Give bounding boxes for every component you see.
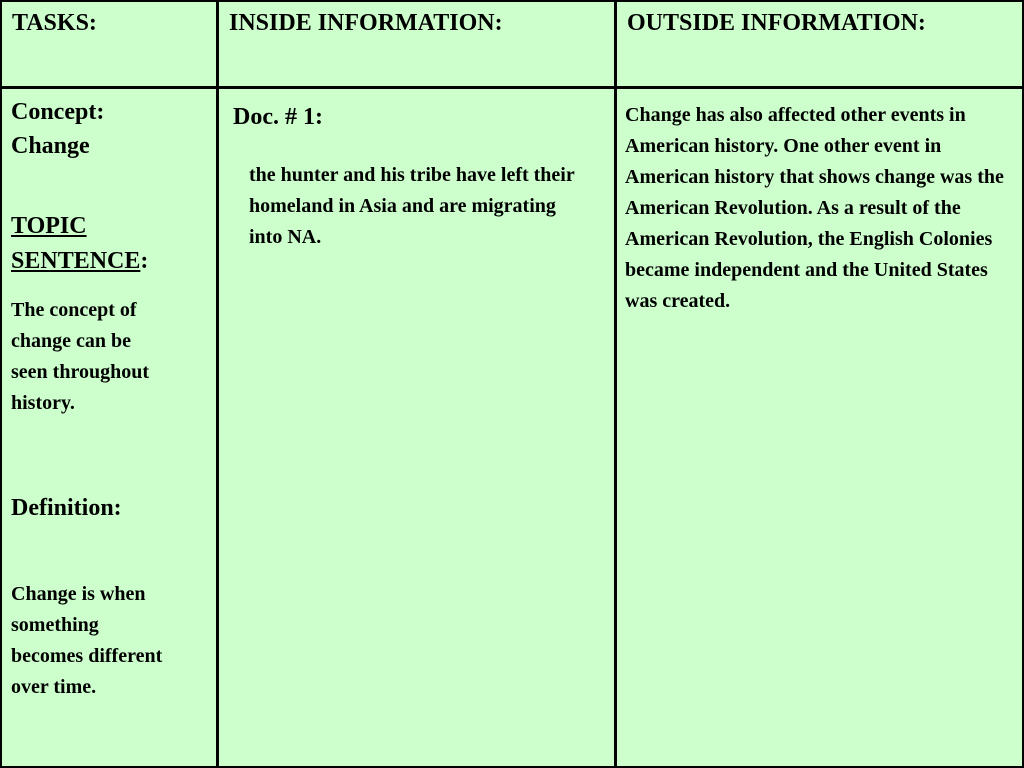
inside-information-cell — [219, 89, 614, 766]
outside-information-text: Change has also affected other events in American history. One other event in American history that shows change was the American Revolution. As a result of the American Revolution, the English Colonies became independent and the United States was created. — [625, 104, 1004, 312]
outside-information-cell — [617, 89, 1022, 766]
topic-sentence-colon: : — [140, 248, 149, 274]
topic-sentence-label: TOPIC SENTENCE — [11, 213, 141, 274]
doc-label: Doc. # 1: — [233, 104, 323, 130]
header-cell-inside-information — [219, 2, 614, 86]
concept-label: Concept: — [11, 99, 105, 125]
doc-text: the hunter and his tribe have left their homeland in Asia and are migrating into NA. — [249, 164, 575, 248]
concept-value: Change — [11, 133, 90, 159]
topic-sentence-heading — [11, 209, 211, 279]
header-tasks: TASKS: — [12, 10, 97, 36]
topic-sentence-text: The concept of change can be seen throughout history. — [11, 299, 149, 414]
definition-text: Change is when something becomes different over time. — [11, 583, 163, 698]
header-outside-information: OUTSIDE INFORMATION: — [627, 10, 926, 36]
header-inside-information: INSIDE INFORMATION: — [229, 10, 503, 36]
header-cell-tasks — [2, 2, 216, 86]
concept-block — [11, 95, 211, 163]
definition-label: Definition: — [11, 495, 122, 521]
tasks-cell — [2, 89, 216, 766]
header-cell-outside-information — [617, 2, 1022, 86]
